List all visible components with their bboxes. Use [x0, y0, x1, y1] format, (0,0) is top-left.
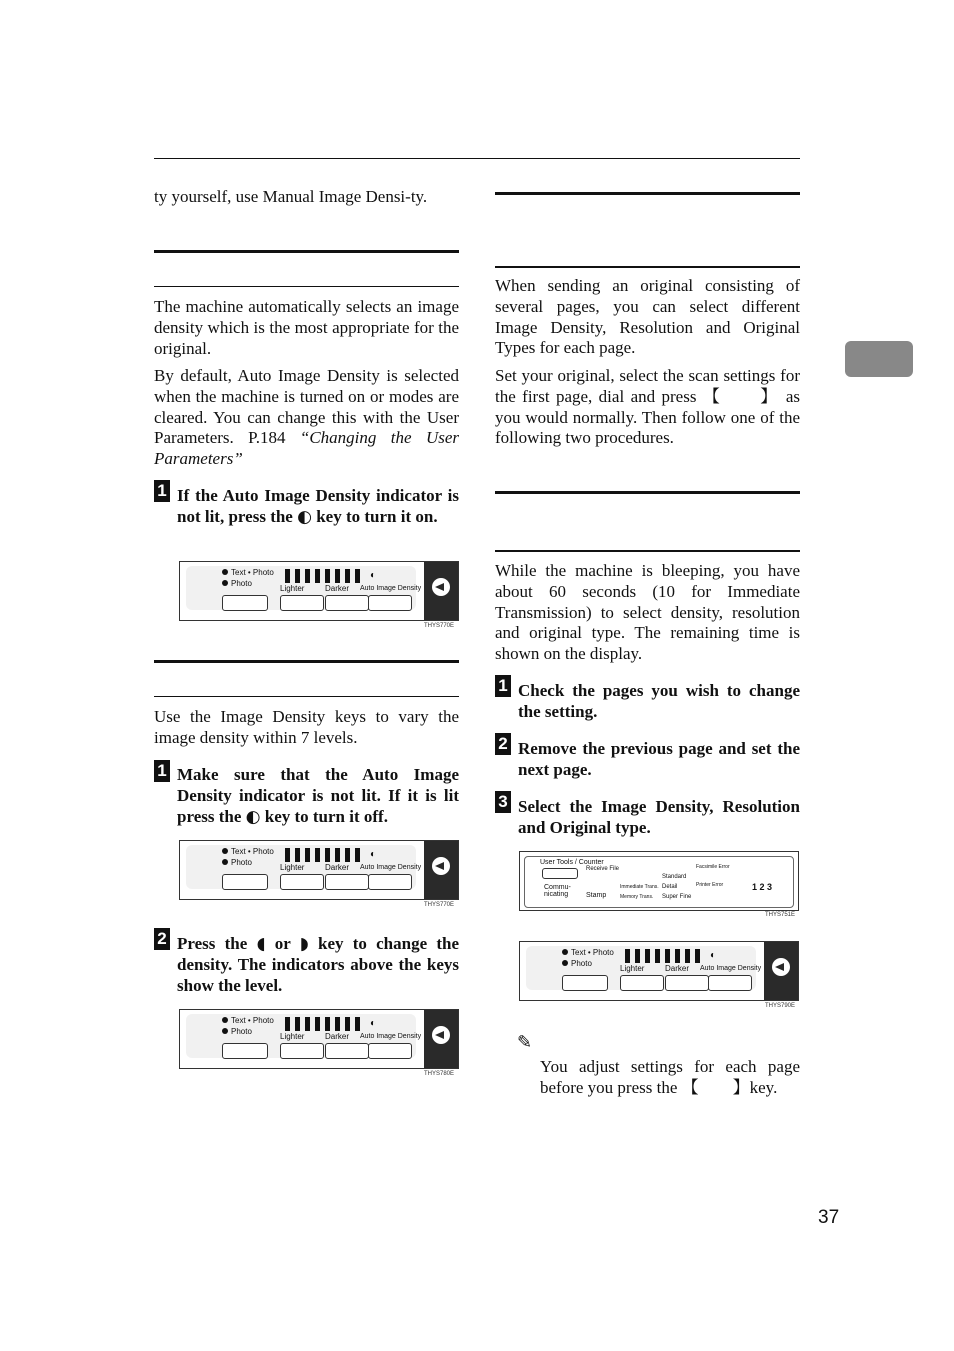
density-level-bars [285, 569, 360, 583]
stamp-label: Stamp [586, 892, 607, 899]
photo-label: Photo [231, 579, 252, 588]
user-tools-key[interactable] [542, 868, 578, 879]
start-icon[interactable] [772, 958, 790, 976]
original-type-key[interactable] [562, 975, 608, 991]
photo-indicator [562, 959, 592, 968]
darker-key[interactable] [325, 595, 369, 611]
intro-text: ty yourself, use Manual Image Densi-ty. [154, 187, 428, 206]
lighter-key[interactable] [620, 975, 664, 991]
auto-density-label: Auto Image Density [360, 585, 422, 592]
lighter-key[interactable] [280, 874, 324, 890]
manual-step-2-text-end: key to change the density. The indicators above the keys show the level. [177, 934, 460, 995]
auto-step-1-text-end: key to turn it on. [316, 506, 438, 526]
standard-label: Standard [662, 874, 687, 880]
text-photo-label: Text • Photo [231, 1016, 274, 1025]
text-photo-label: Text • Photo [231, 847, 274, 856]
page-number: 37 [818, 1207, 840, 1228]
right-step-2: Remove the previous page and set the next page. [518, 739, 800, 779]
start-key-ref: 【 】 [702, 386, 780, 406]
auto-density-key[interactable] [368, 874, 412, 890]
note-text-a: You adjust settings for each page before you press the [540, 1057, 800, 1097]
text-photo-indicator [562, 948, 614, 957]
note-pencil-icon: ✎ [517, 1032, 533, 1053]
lighter-label: Lighter [280, 1032, 305, 1041]
darker-key-icon: ◗ [299, 934, 309, 954]
page-ref: P.184 [248, 428, 300, 448]
lighter-label: Lighter [620, 964, 645, 973]
detail-label: Detail [662, 884, 678, 890]
auto-density-icon: ◐ [245, 806, 261, 827]
darker-key[interactable] [665, 975, 709, 991]
start-icon[interactable] [432, 857, 450, 875]
section-rule [495, 491, 800, 494]
section-subrule [154, 286, 459, 287]
start-icon[interactable] [432, 1026, 450, 1044]
photo-indicator [222, 1027, 252, 1036]
text-photo-indicator [222, 1016, 274, 1025]
photo-indicator [222, 579, 252, 588]
step-number: 1 [154, 480, 170, 502]
photo-label: Photo [231, 1027, 252, 1036]
text-photo-indicator [222, 568, 274, 577]
text-photo-label: Text • Photo [571, 948, 614, 957]
note-text [540, 1057, 800, 1099]
step-number: 1 [154, 760, 170, 782]
step-number: 2 [495, 733, 511, 755]
original-type-key[interactable] [222, 874, 268, 890]
control-panel-figure [519, 941, 799, 1001]
section-subrule [495, 550, 800, 552]
density-level-bars [285, 1017, 360, 1031]
printer-error-label: Printer Error [696, 882, 724, 888]
auto-step-1-text: If the Auto Image Density indicator is not lit, press the [177, 486, 459, 526]
darker-label: Darker [325, 863, 350, 872]
bleeping-para: While the machine is bleeping, you have about 60 seconds (10 for Immediate Transmission) to select density, resolution and original type. The remaining time is shown on the display. [495, 561, 800, 664]
control-panel-figure [179, 561, 459, 621]
user-tools-label: User Tools / Counter [540, 859, 604, 866]
figure-code: THYS770E [424, 623, 455, 629]
original-type-key[interactable] [222, 595, 268, 611]
manual-step-1-text: Make sure that the Auto Image Density indicator is not lit. If it is lit press the [177, 765, 459, 826]
photo-label: Photo [231, 858, 252, 867]
step-number: 1 [495, 675, 511, 697]
section-rule [495, 192, 800, 195]
darker-label: Darker [325, 584, 350, 593]
photo-indicator [222, 858, 252, 867]
density-level-bars [625, 949, 700, 963]
start-icon[interactable] [432, 578, 450, 596]
section-rule [154, 660, 459, 663]
auto-step-1 [177, 486, 459, 528]
auto-density-key[interactable] [708, 975, 752, 991]
text-photo-indicator [222, 847, 274, 856]
darker-label: Darker [325, 1032, 350, 1041]
auto-density-icon: ◐ [370, 1018, 377, 1029]
photo-label: Photo [571, 959, 592, 968]
multi-page-para-2-text-end: as you would normally. Then follow one of the following two procedures. [495, 386, 801, 448]
receive-file-label: Receive File [586, 866, 620, 872]
fax-panel-figure [519, 851, 799, 911]
default-text: By default, Auto Image Density is selected when the machine is turned on or modes are cleared. You can change this with the User Parameters. [154, 366, 459, 448]
right-step-3: Select the Image Density, Resolution and Original type. [518, 797, 800, 837]
step-number: 3 [495, 791, 511, 813]
step-number: 2 [154, 928, 170, 950]
chapter-tab [845, 341, 913, 377]
multi-page-para: When sending an original consisting of several pages, you can select different Image Density, Resolution and Original Types for each page. [495, 276, 800, 358]
figure-code: THYS770E [424, 902, 455, 908]
right-step-1: Check the pages you wish to change the setting. [518, 681, 800, 721]
auto-density-key[interactable] [368, 1043, 412, 1059]
auto-density-label: Auto Image Density [360, 864, 422, 871]
auto-density-icon: ◐ [297, 506, 312, 527]
auto-density-icon: ◐ [370, 849, 377, 860]
immediate-label: Immediate Trans. [620, 884, 659, 890]
text-photo-label: Text • Photo [231, 568, 274, 577]
start-key-ref: 【 】 [681, 1077, 750, 1097]
auto-density-icon: ◐ [710, 950, 717, 961]
multi-page-para-2 [495, 366, 800, 449]
manual-step-1 [177, 765, 459, 827]
facsimile-error-label: Facsimile Error [696, 864, 730, 870]
lighter-key-icon: ◖ [256, 934, 266, 954]
quick-dial-keys[interactable]: 1 2 3 [752, 882, 773, 892]
control-panel-figure [179, 840, 459, 900]
lighter-key[interactable] [280, 1043, 324, 1059]
original-type-key[interactable] [222, 1043, 268, 1059]
manual-step-2 [177, 934, 459, 996]
section-subrule [154, 696, 459, 697]
lighter-label: Lighter [280, 584, 305, 593]
auto-density-default-para [154, 366, 459, 470]
manual-step-2-text: Press the [177, 934, 248, 953]
figure-code: THYS790E [765, 1003, 796, 1009]
density-level-bars [285, 848, 360, 862]
note-text-b: key. [749, 1077, 778, 1097]
auto-density-para: The machine automatically selects an image density which is the most appropriate for the original. [154, 297, 459, 358]
section-subrule [495, 266, 800, 268]
auto-density-key[interactable] [368, 595, 412, 611]
control-panel-figure [179, 1009, 459, 1069]
page-ref-title: “Changing the User Parameters” [154, 428, 460, 469]
auto-density-icon: ◐ [370, 570, 377, 581]
multi-page-para-2-text: Set your original, select the scan settings for the first page, dial and press [495, 366, 800, 406]
lighter-key[interactable] [280, 595, 324, 611]
or-text: or [274, 934, 291, 953]
darker-key[interactable] [325, 874, 369, 890]
manual-density-para: Use the Image Density keys to vary the image density within 7 levels. [154, 707, 459, 747]
super-fine-label: Super Fine [662, 894, 692, 900]
auto-density-label: Auto Image Density [700, 965, 762, 972]
section-rule [154, 250, 459, 253]
auto-density-label: Auto Image Density [360, 1033, 422, 1040]
header-rule [154, 158, 800, 159]
darker-key[interactable] [325, 1043, 369, 1059]
manual-step-1-text-end: key to turn it off. [264, 806, 388, 826]
figure-code: THYS751E [765, 912, 796, 918]
memory-label: Memory Trans. [620, 894, 654, 900]
lighter-label: Lighter [280, 863, 305, 872]
figure-code: THYS780E [424, 1071, 455, 1077]
communicating-label: Commu-nicating [544, 884, 571, 898]
darker-label: Darker [665, 964, 690, 973]
